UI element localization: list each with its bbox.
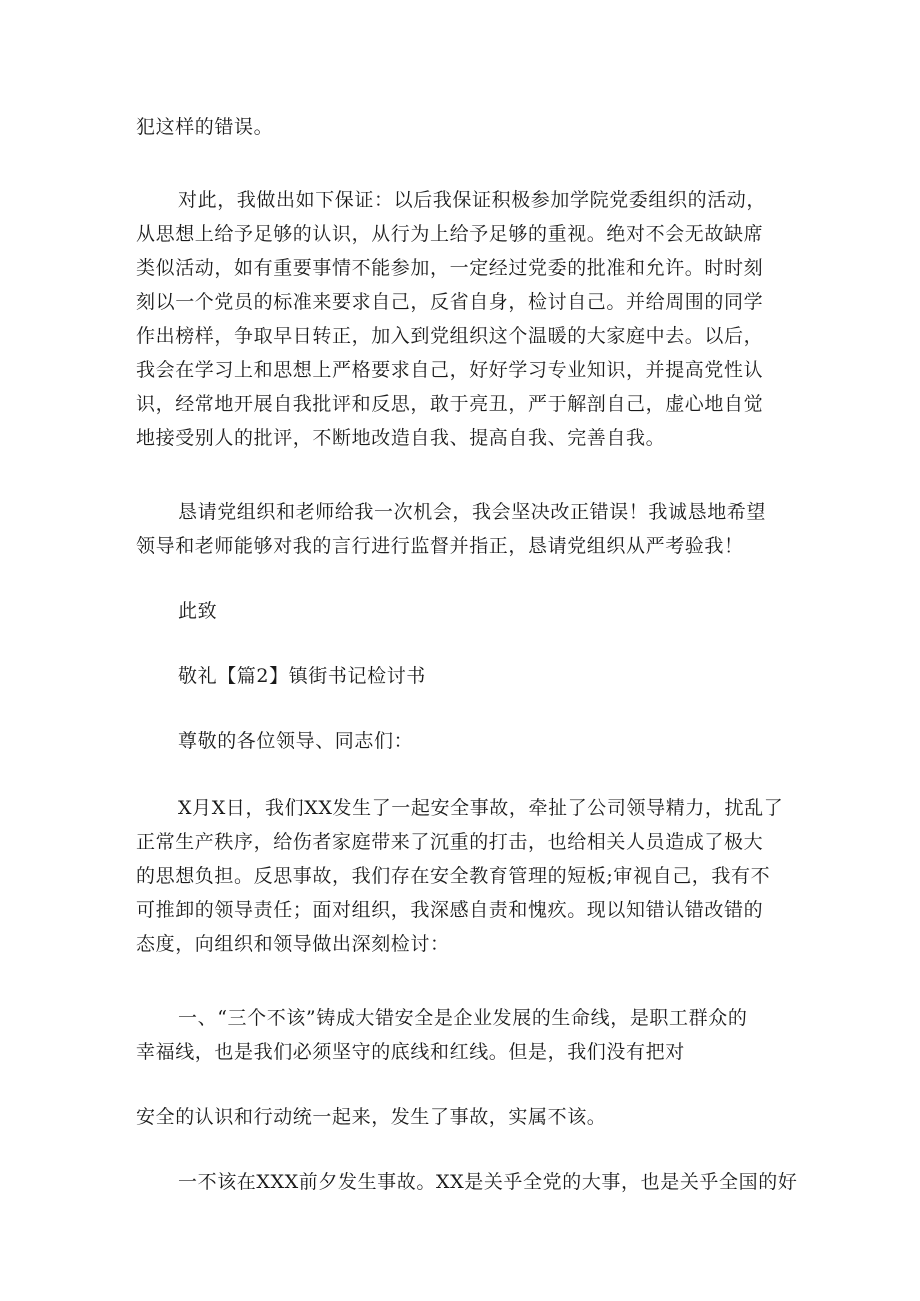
section-heading: 敬礼【篇2】镇街书记检讨书	[178, 665, 426, 687]
text-line: 幸福线，也是我们必须坚守的底线和红线。但是，我们没有把对	[136, 1041, 685, 1063]
text-line: 作出榜样，争取早日转正，加入到党组织这个温暖的大家庭中去。以后，	[136, 325, 764, 347]
greeting: 尊敬的各位领导、同志们：	[178, 730, 414, 752]
text-line: 恳请党组织和老师给我一次机会，我会坚决改正错误！我诚恳地希望	[178, 501, 767, 523]
text-line: 正常生产秩序，给伤者家庭带来了沉重的打击，也给相关人员造成了极大	[136, 831, 764, 853]
text-line: 的思想负担。反思事故，我们存在安全教育管理的短板;审视自己，我有不	[136, 865, 771, 887]
text-line: 类似活动，如有重要事情不能参加，一定经过党委的批准和允许。时时刻	[136, 257, 764, 279]
text-line: 一、“三个不该”铸成大错安全是企业发展的生命线，是职工群众的	[178, 1007, 748, 1029]
text-line: 识，经常地开展自我批评和反思，敢于亮丑，严于解剖自己，虚心地自觉	[136, 393, 764, 415]
text-line: 犯这样的错误。	[136, 116, 274, 138]
text-line: 态度，向组织和领导做出深刻检讨：	[136, 933, 450, 955]
text-line: 领导和老师能够对我的言行进行监督并指正，恳请党组织从严考验我！	[136, 535, 744, 557]
text-line: X月X日，我们XX发生了一起安全事故，牵扯了公司领导精力，扰乱了	[178, 797, 784, 819]
text-line: 安全的认识和行动统一起来，发生了事故，实属不该。	[136, 1106, 607, 1128]
text-line: 一不该在XXX前夕发生事故。XX是关乎全党的大事，也是关乎全国的好	[178, 1171, 798, 1193]
text-line: 对此，我做出如下保证：以后我保证积极参加学院党委组织的活动，	[178, 189, 767, 211]
text-line: 地接受别人的批评，不断地改造自我、提高自我、完善自我。	[136, 427, 666, 449]
closing-salutation: 此致	[178, 600, 218, 622]
text-line: 从思想上给予足够的认识，从行为上给予足够的重视。绝对不会无故缺席	[136, 223, 764, 245]
text-line: 可推卸的领导责任；面对组织，我深感自责和愧疚。现以知错认错改错的	[136, 899, 764, 921]
text-line: 刻以一个党员的标准来要求自己，反省自身，检讨自己。并给周围的同学	[136, 291, 764, 313]
text-line: 我会在学习上和思想上严格要求自己，好好学习专业知识，并提高党性认	[136, 359, 764, 381]
